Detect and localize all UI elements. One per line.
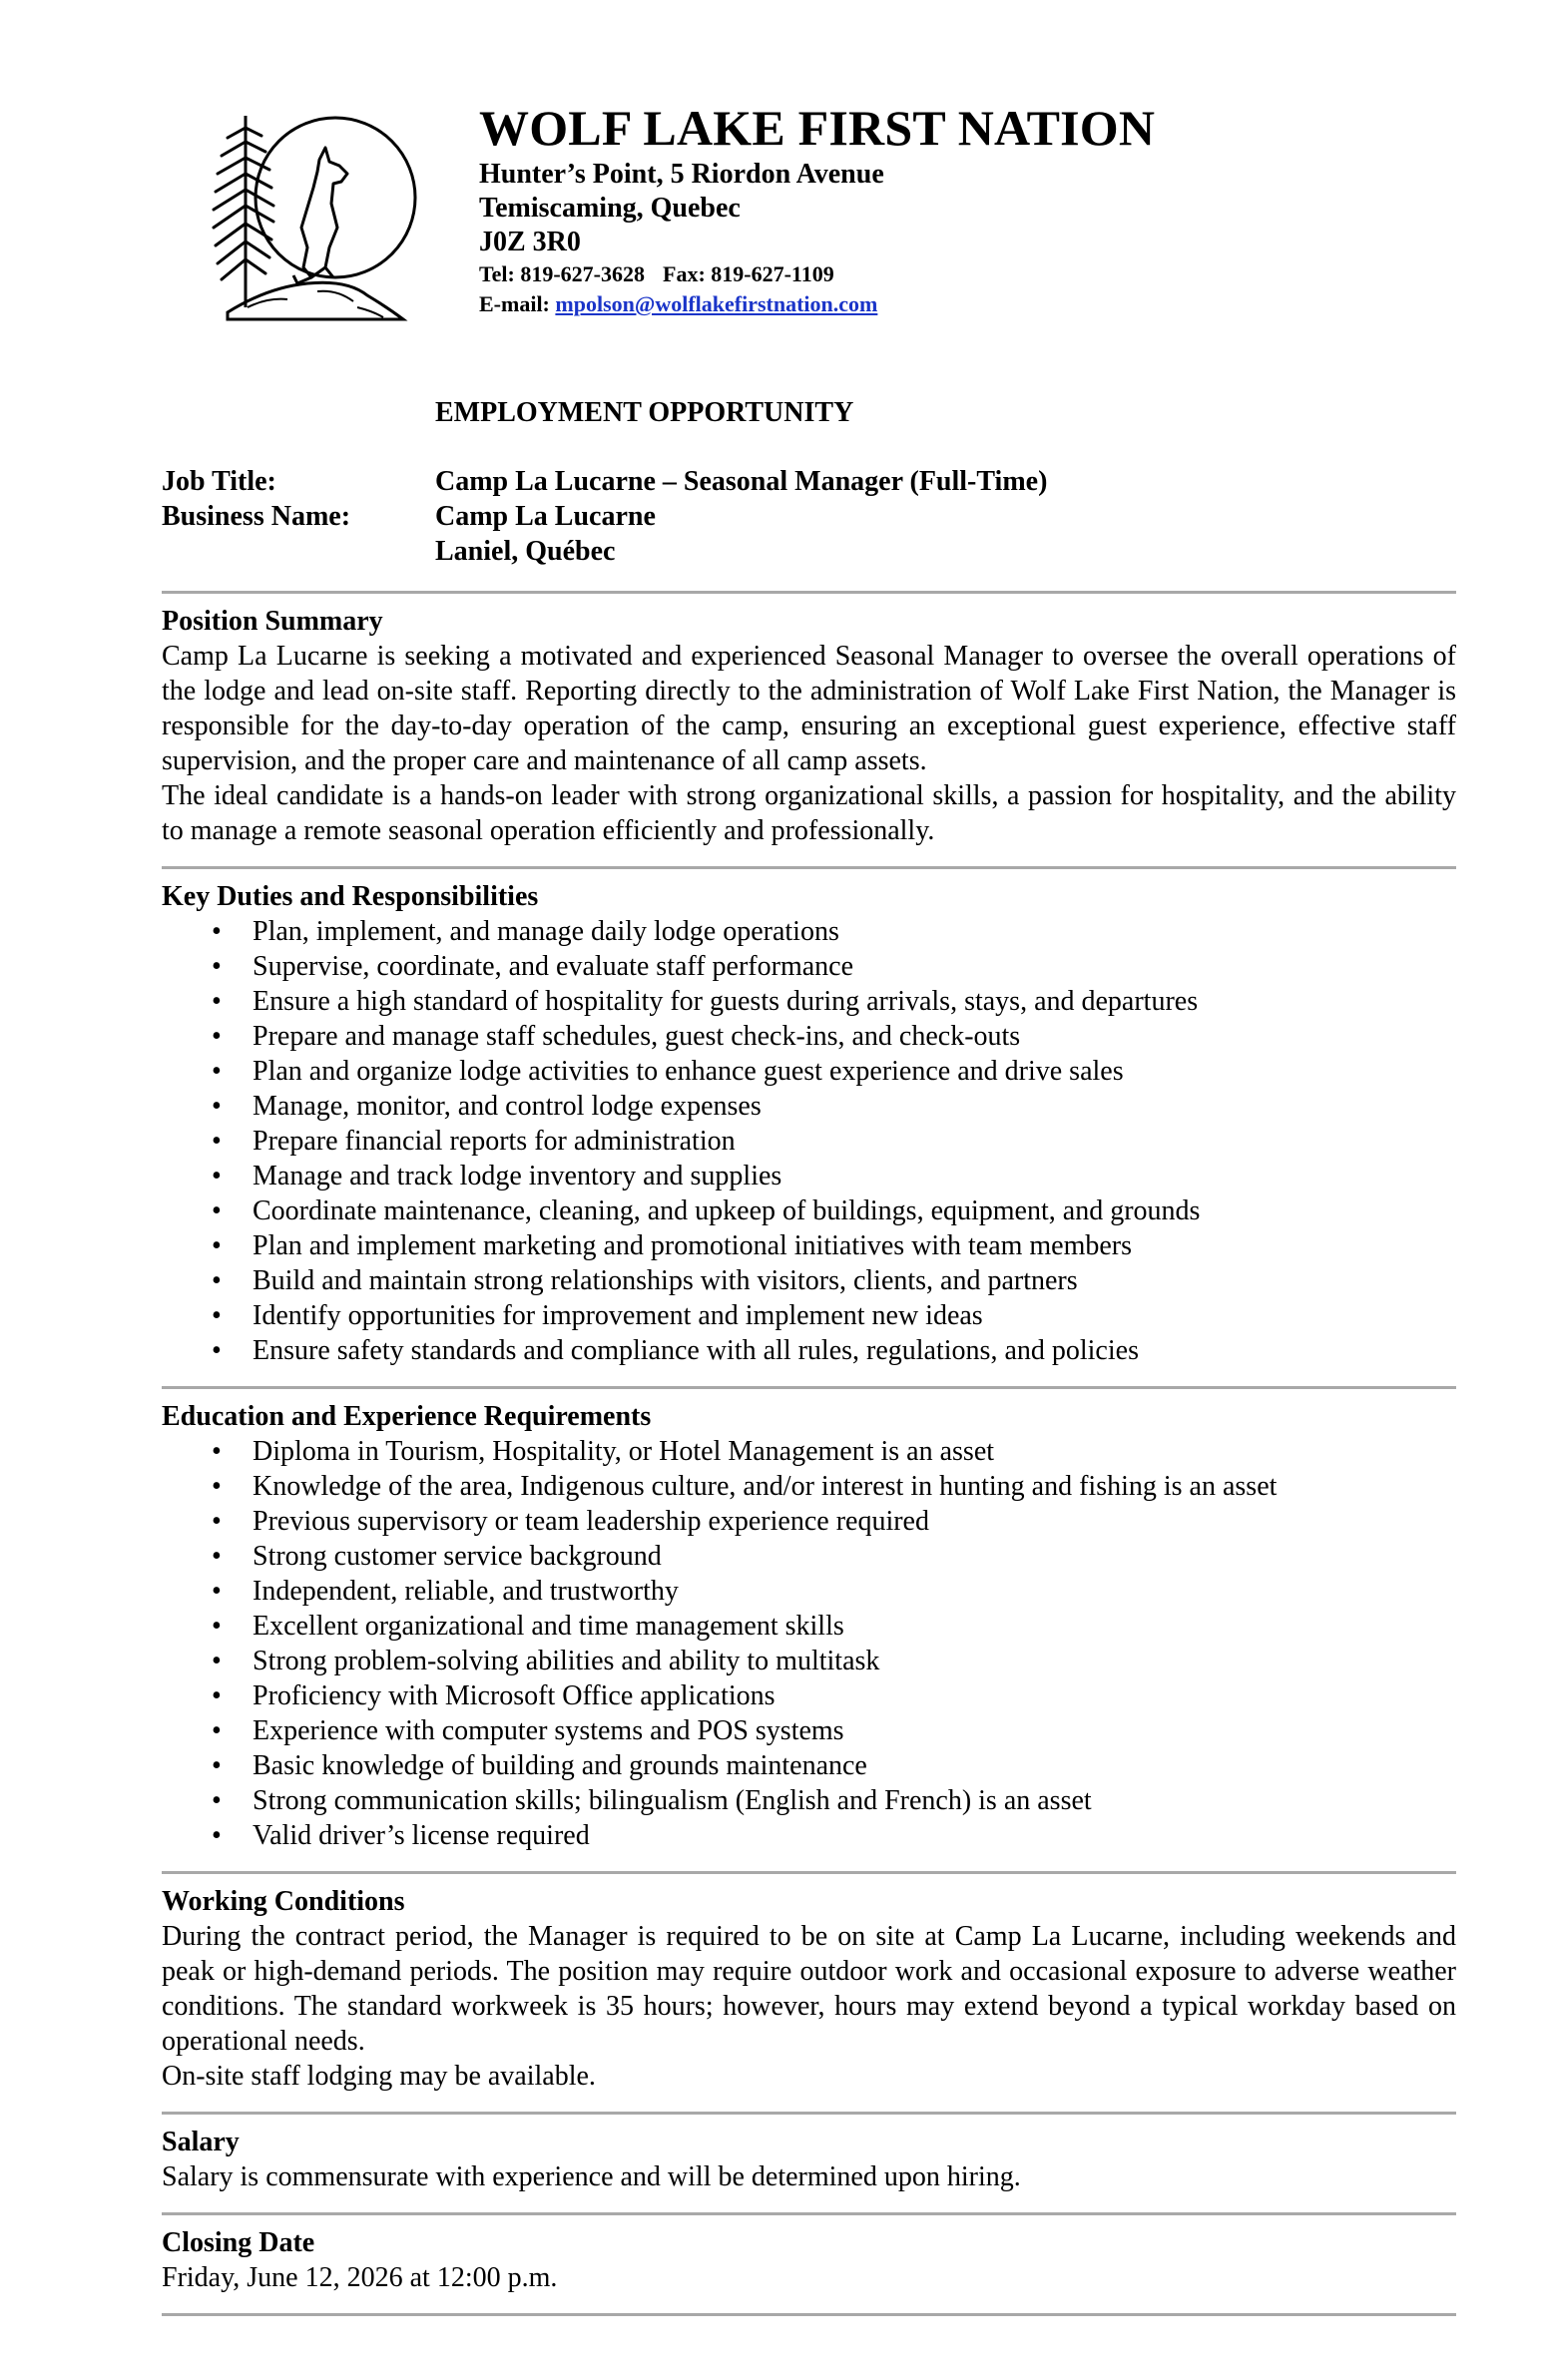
organization-name: WOLF LAKE FIRST NATION — [479, 100, 1156, 156]
list-item: • Manage and track lodge inventory and supplies — [212, 1159, 1456, 1193]
phone-fax-line — [479, 259, 1477, 289]
job-info — [162, 464, 1459, 569]
business-name-value: Camp La Lucarne — [435, 501, 656, 532]
requirements-section — [162, 1389, 1456, 1871]
section-title: Working Conditions — [162, 1886, 405, 1917]
list-item: • Plan and implement marketing and promotional initiatives with team members — [212, 1228, 1456, 1263]
address-line-1: Hunter’s Point, 5 Riordon Avenue — [479, 159, 884, 190]
list-item: • Ensure a high standard of hospitality for guests during arrivals, stays, and departures — [212, 984, 1456, 1019]
list-item: • Proficiency with Microsoft Office applications — [212, 1678, 1456, 1713]
posting-sections — [162, 591, 1456, 2316]
salary-section — [162, 2115, 1456, 2212]
list-item: • Manage, monitor, and control lodge expenses — [212, 1089, 1456, 1124]
requirements-list — [162, 1434, 1456, 1853]
list-item: • Prepare and manage staff schedules, guest check-ins, and check-outs — [212, 1019, 1456, 1054]
list-item: • Identify opportunities for improvement and implement new ideas — [212, 1298, 1456, 1333]
employment-opportunity-heading: EMPLOYMENT OPPORTUNITY — [435, 397, 854, 428]
duties-list — [162, 914, 1456, 1368]
telephone: Tel: 819-627-3628 — [479, 261, 646, 286]
position-summary-section — [162, 594, 1456, 866]
email-link[interactable]: mpolson@wolflakefirstnation.com — [555, 291, 878, 316]
business-name-row — [162, 499, 1459, 534]
list-item: • Strong communication skills; bilingualism (English and French) is an asset — [212, 1783, 1456, 1818]
section-title: Salary — [162, 2127, 240, 2157]
email-label: E-mail: — [479, 291, 550, 316]
duties-section — [162, 869, 1456, 1386]
job-title-row — [162, 464, 1459, 499]
wolf-howling-moon-logo — [208, 108, 417, 332]
list-item: • Plan, implement, and manage daily lodge operations — [212, 914, 1456, 949]
list-item: • Excellent organizational and time management skills — [212, 1609, 1456, 1644]
divider — [162, 2313, 1456, 2316]
section-title: Key Duties and Responsibilities — [162, 881, 539, 912]
business-name-label: Business Name: — [162, 501, 351, 532]
closing-date-section — [162, 2215, 1456, 2313]
list-item: • Previous supervisory or team leadership experience required — [212, 1504, 1456, 1539]
location-value: Laniel, Québec — [435, 536, 616, 567]
job-title-label: Job Title: — [162, 466, 276, 497]
list-item: • Knowledge of the area, Indigenous culture, and/or interest in hunting and fishing is an asset — [212, 1469, 1456, 1504]
list-item: • Ensure safety standards and compliance with all rules, regulations, and policies — [212, 1333, 1456, 1368]
email-line — [479, 289, 1477, 319]
list-item: • Strong customer service background — [212, 1539, 1456, 1574]
paragraph: Salary is commensurate with experience and will be determined upon hiring. — [162, 2161, 1021, 2192]
fax: Fax: 819-627-1109 — [663, 261, 834, 286]
list-item: • Independent, reliable, and trustworthy — [212, 1574, 1456, 1609]
section-title: Closing Date — [162, 2227, 315, 2258]
list-item: • Valid driver’s license required — [212, 1818, 1456, 1853]
closing-date-value: Friday, June 12, 2026 at 12:00 p.m. — [162, 2262, 558, 2293]
postal-code: J0Z 3R0 — [479, 227, 581, 257]
list-item: • Strong problem-solving abilities and ability to multitask — [212, 1644, 1456, 1678]
list-item: • Prepare financial reports for administration — [212, 1124, 1456, 1159]
list-item: • Diploma in Tourism, Hospitality, or Hotel Management is an asset — [212, 1434, 1456, 1469]
paragraph: The ideal candidate is a hands-on leader with strong organizational skills, a passion for hospitality, and the ability to manage a remote seasonal operation efficiently and professionally. — [162, 780, 1456, 846]
list-item: • Supervise, coordinate, and evaluate staff performance — [212, 949, 1456, 984]
location-row — [162, 534, 1459, 569]
job-title-value: Camp La Lucarne – Seasonal Manager (Full-Time) — [435, 466, 1048, 497]
working-conditions-section — [162, 1874, 1456, 2112]
list-item: • Build and maintain strong relationships with visitors, clients, and partners — [212, 1263, 1456, 1298]
address-line-2: Temiscaming, Quebec — [479, 193, 741, 224]
organization-header — [479, 98, 1477, 319]
list-item: • Plan and organize lodge activities to enhance guest experience and drive sales — [212, 1054, 1456, 1089]
paragraph: On-site staff lodging may be available. — [162, 2061, 596, 2092]
list-item: • Experience with computer systems and POS systems — [212, 1713, 1456, 1748]
section-title: Position Summary — [162, 606, 383, 637]
section-title: Education and Experience Requirements — [162, 1401, 652, 1432]
paragraph: Camp La Lucarne is seeking a motivated and experienced Seasonal Manager to oversee the overall operations of the lodge and lead on-site staff. Reporting directly to the administration of Wolf Lake First Nation, the Manager is responsible for the day-to-day operation of the camp, ensuring an exceptional guest experience, effective staff supervision, and the proper care and maintenance of all camp assets. — [162, 641, 1456, 776]
list-item: • Coordinate maintenance, cleaning, and upkeep of buildings, equipment, and grounds — [212, 1193, 1456, 1228]
list-item: • Basic knowledge of building and grounds maintenance — [212, 1748, 1456, 1783]
paragraph: During the contract period, the Manager is required to be on site at Camp La Lucarne, including weekends and peak or high-demand periods. The position may require outdoor work and occasional exposure to adverse weather conditions. The standard workweek is 35 hours; however, hours may extend beyond a typical workday based on operational needs. — [162, 1921, 1456, 2057]
